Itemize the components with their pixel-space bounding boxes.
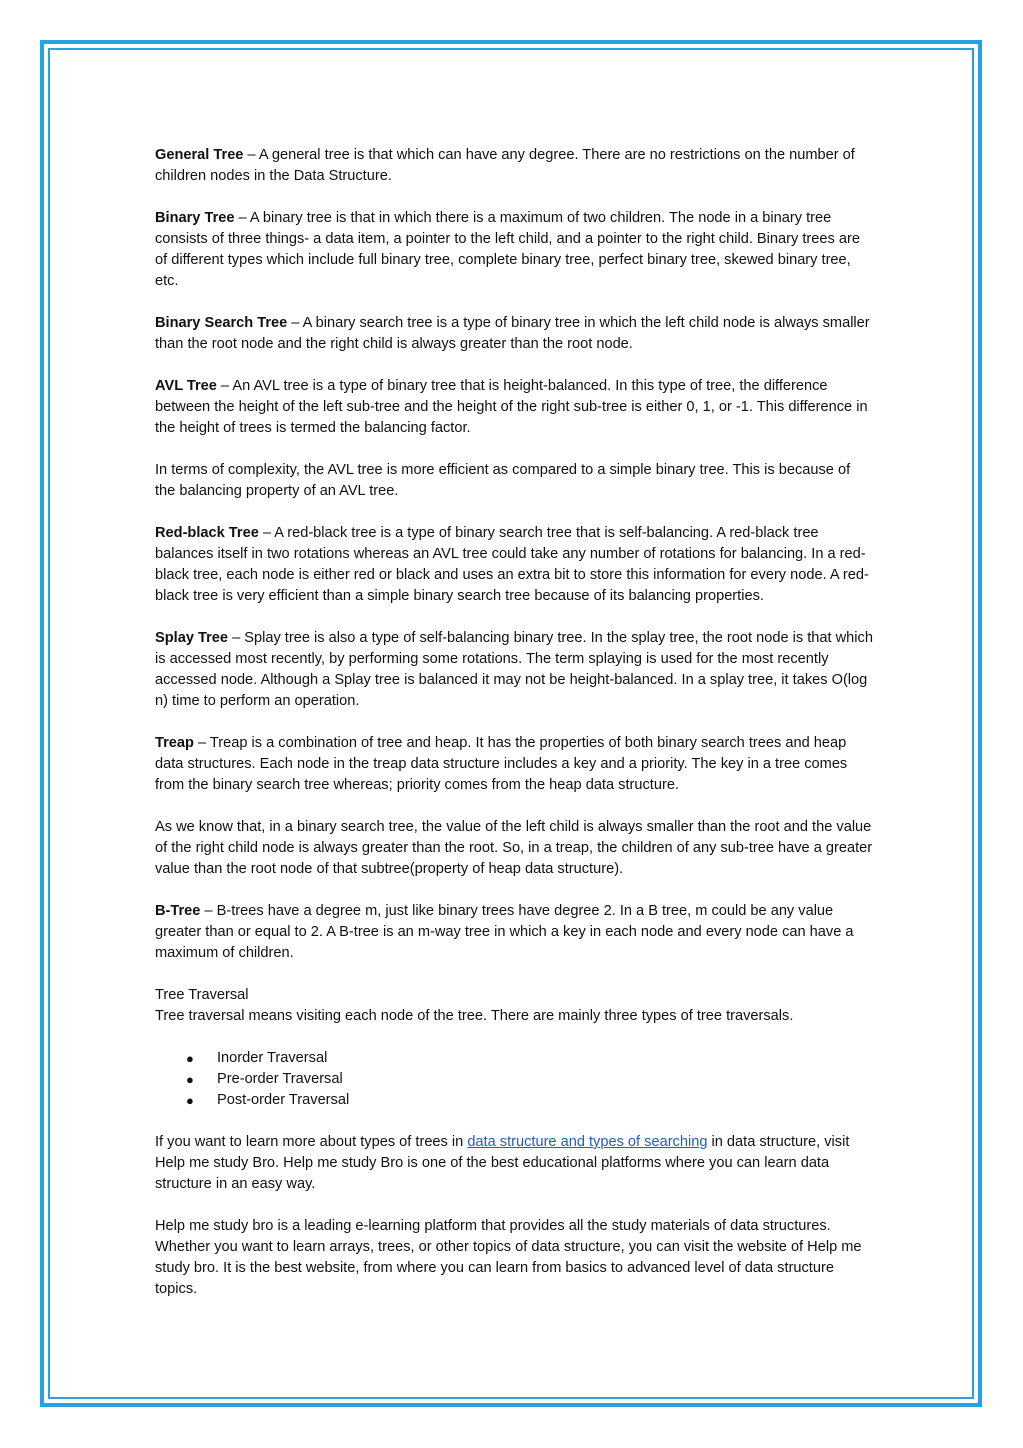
paragraph-red-black-tree: Red-black Tree – A red-black tree is a type of binary search tree that is self-balancing. A red-black tree balances itself in two rotations whereas an AVL tree could take any number of rotations for balancing. In a red-black tree, each node is either red or black and uses an extra bit to store this information for every node. A red-black tree is very efficient than a simple binary search tree because of its balancing properties. (155, 525, 869, 604)
list-item: ● Pre-order Traversal (217, 1069, 873, 1090)
paragraph-b-tree: B-Tree – B-trees have a degree m, just like binary trees have degree 2. In a B tree, m could be any value greater than or equal to 2. A B-tree is an m-way tree in which a key in each node and every node can have a maximum of children. (155, 903, 854, 961)
paragraph-closing: Help me study bro is a leading e-learning platform that provides all the study materials of data structures. Whether you want to learn arrays, trees, or other topics of data structure, you can visit the website of Help me study bro. It is the best website, from where you can learn from basics to advanced level of data structure topics. (155, 1218, 862, 1297)
bullet-icon: ● (186, 1072, 194, 1087)
term-treap: Treap (155, 735, 194, 751)
traversal-heading: Tree Traversal (155, 987, 249, 1003)
paragraph-binary-tree: Binary Tree – A binary tree is that in which there is a maximum of two children. The node in a binary tree consists of three things- a data item, a pointer to the left child, and a pointer to the right child. Binary trees are of different types which include full binary tree, complete binary tree, perfect binary tree, skewed binary tree, etc. (155, 210, 860, 289)
paragraph-learn-more: If you want to learn more about types of trees in data structure and types of searching in data structure, visit Help me study Bro. Help me study Bro is one of the best educational platforms where you can learn data structure in an easy way. (155, 1134, 850, 1192)
term-binary-tree: Binary Tree (155, 210, 235, 226)
paragraph-general-tree: General Tree – A general tree is that which can have any degree. There are no restrictions on the number of children nodes in the Data Structure. (155, 147, 855, 184)
term-avl-tree: AVL Tree (155, 378, 217, 394)
bullet-icon: ● (186, 1093, 194, 1108)
traversal-intro: Tree traversal means visiting each node of the tree. There are mainly three types of tree traversals. (155, 1008, 794, 1024)
paragraph-treap: Treap – Treap is a combination of tree and heap. It has the properties of both binary search trees and heap data structures. Each node in the treap data structure includes a key and a priority. The key in a tree comes from the binary search tree whereas; priority comes from the heap data structure. (155, 735, 848, 793)
term-splay-tree: Splay Tree (155, 630, 229, 646)
paragraph-avl-tree: AVL Tree – An AVL tree is a type of binary tree that is height-balanced. In this type of tree, the difference between the height of the left sub-tree and the height of the right sub-tree is either 0, 1, or -1. This difference in the height of trees is termed the balancing factor. (155, 378, 868, 436)
list-item: ● Inorder Traversal (217, 1048, 873, 1069)
term-b-tree: B-Tree (155, 903, 201, 919)
term-binary-search-tree: Binary Search Tree (155, 315, 288, 331)
paragraph-avl-complexity: In terms of complexity, the AVL tree is more efficient as compared to a simple binary tree. This is because of the balancing property of an AVL tree. (155, 462, 851, 499)
paragraph-binary-search-tree: Binary Search Tree – A binary search tree is a type of binary tree in which the left child node is always smaller than the root node and the right child is always greater than the root node. (155, 315, 870, 352)
list-item: ● Post-order Traversal (217, 1090, 873, 1111)
document-body (155, 145, 873, 1321)
data-structure-searching-link[interactable]: data structure and types of searching (467, 1134, 708, 1150)
term-general-tree: General Tree (155, 147, 244, 163)
paragraph-splay-tree: Splay Tree – Splay tree is also a type of self-balancing binary tree. In the splay tree, the root node is that which is accessed most recently, by performing some rotations. The term splaying is used for the most recently accessed node. Although a Splay tree is balanced it may not be height-balanced. In a splay tree, it takes O(log n) time to perform an operation. (155, 630, 873, 709)
traversal-section (155, 985, 873, 1027)
traversal-list (155, 1048, 873, 1111)
paragraph-treap-detail: As we know that, in a binary search tree, the value of the left child is always smaller than the root and the value of the right child node is always greater than the root. So, in a treap, the children of any sub-tree have a greater value than the root node of that subtree(property of heap data structure). (155, 819, 873, 877)
bullet-icon: ● (186, 1051, 194, 1066)
term-red-black-tree: Red-black Tree (155, 525, 259, 541)
